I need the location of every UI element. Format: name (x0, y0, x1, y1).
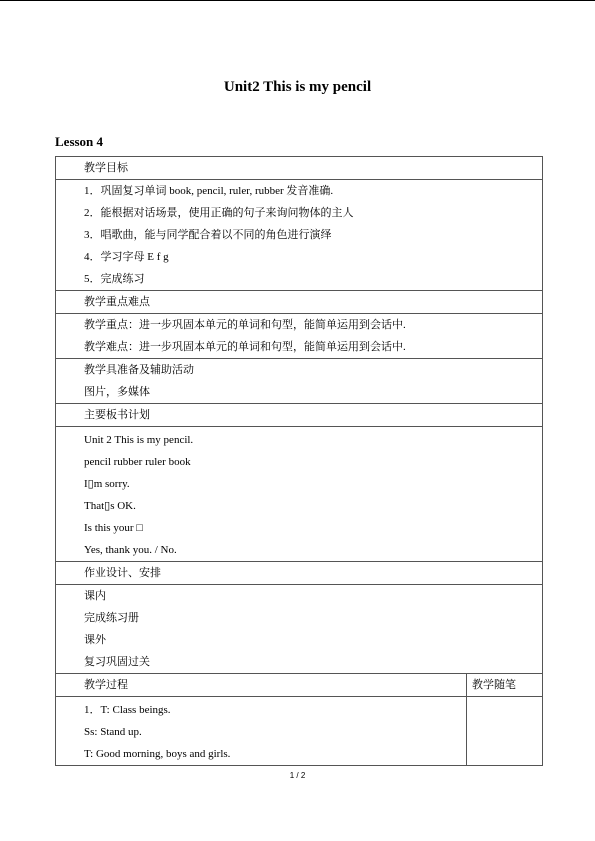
board-plan-content (56, 427, 543, 562)
notes-cell (467, 697, 543, 766)
key-point-item: 教学难点：进一步巩固本单元的单词和句型，能简单运用到会话中. (84, 341, 406, 353)
board-plan-item: Unit 2 This is my pencil. (84, 434, 194, 446)
board-plan-item: pencil rubber ruler book (84, 456, 191, 468)
process-content (56, 697, 467, 766)
homework-item: 课外 (84, 634, 106, 646)
objective-item: 5．完成练习 (84, 273, 145, 285)
homework-item: 复习巩固过关 (84, 656, 150, 668)
homework-content (56, 585, 543, 674)
objective-item: 3．唱歌曲，能与同学配合着以不同的角色进行演绎 (84, 229, 332, 241)
objectives-content (56, 180, 543, 291)
materials-cell (56, 359, 543, 404)
objectives-header: 教学目标 (56, 157, 543, 180)
document-title: Unit2 This is my pencil (223, 79, 372, 95)
page-number: 1 / 2 (289, 771, 306, 780)
key-point-item: 教学重点：进一步巩固本单元的单词和句型，能简单运用到会话中. (84, 319, 406, 331)
objective-item: 1．巩固复习单词 book, pencil, ruler, rubber 发音准确. (84, 185, 334, 197)
lesson-plan-table (55, 156, 543, 766)
notes-header: 教学随笔 (467, 674, 543, 697)
process-header: 教学过程 (56, 674, 467, 697)
objective-item: 4．学习字母 E f g (84, 251, 169, 263)
key-points-content (56, 314, 543, 359)
key-points-header: 教学重点难点 (56, 291, 543, 314)
materials-header: 教学具准备及辅助活动 (84, 364, 194, 376)
board-plan-header: 主要板书计划 (56, 404, 543, 427)
process-item: T: Good morning, boys and girls. (84, 748, 231, 760)
materials-item: 图片，多媒体 (84, 386, 150, 398)
board-plan-item: Is this your □ (84, 522, 143, 534)
homework-item: 课内 (84, 590, 106, 602)
top-rule (0, 0, 595, 1)
objective-item: 2．能根据对话场景，使用正确的句子来询问物体的主人 (84, 207, 354, 219)
homework-header: 作业设计、安排 (56, 562, 543, 585)
board-plan-item: I▯m sorry. (84, 478, 130, 490)
process-item: 1．T: Class beings. (84, 704, 171, 716)
board-plan-item: That▯s OK. (84, 500, 136, 512)
process-item: Ss: Stand up. (84, 726, 142, 738)
homework-item: 完成练习册 (84, 612, 139, 624)
lesson-heading: Lesson 4 (55, 134, 104, 149)
board-plan-item: Yes, thank you. / No. (84, 544, 177, 556)
